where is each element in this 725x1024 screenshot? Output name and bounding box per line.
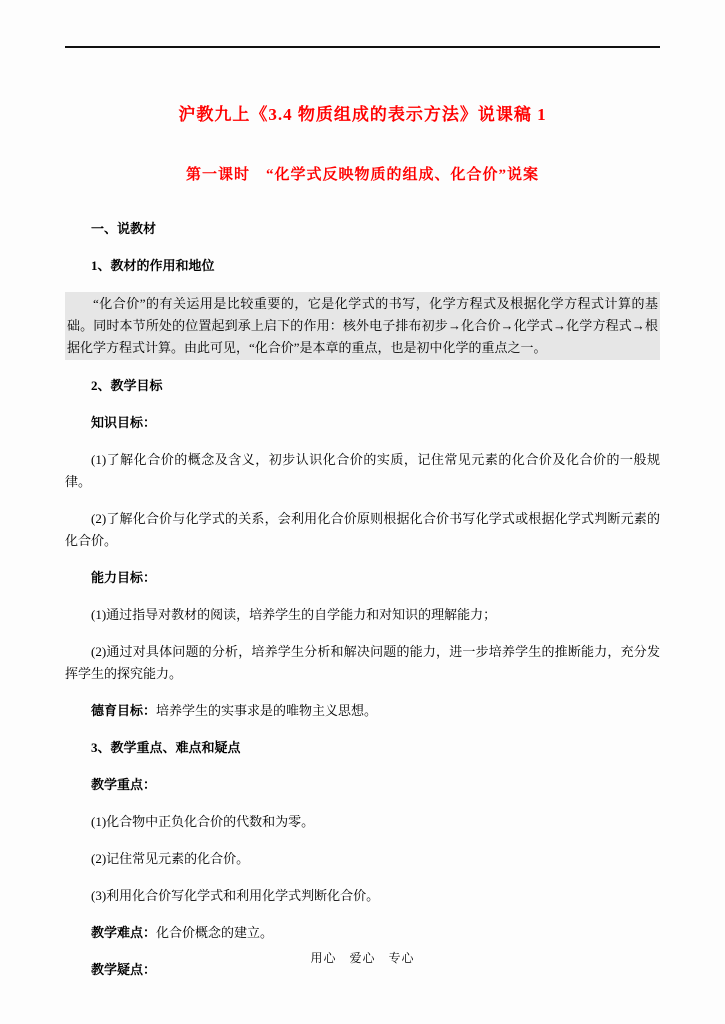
- paragraph-key-point-2: (2)记住常见元素的化合价。: [91, 851, 250, 866]
- header-rule: [65, 46, 660, 48]
- paragraph-key-point-3: (3)利用化合价写化学式和利用化学式判断化合价。: [91, 888, 380, 903]
- document-title: 沪教九上《3.4 物质组成的表示方法》说课稿 1: [178, 105, 547, 124]
- document-subtitle: 第一课时 “化学式反映物质的组成、化合价”说案: [185, 167, 539, 183]
- paragraph-ability-goal-2: (2)通过对具体问题的分析，培养学生分析和解决问题的能力，进一步培养学生的推断能力，充分发挥学生的探究能力。: [65, 644, 660, 681]
- paragraph-teaching-difficulty: [65, 922, 660, 944]
- paragraph-teaching-difficulty-lead: 教学难点：: [91, 925, 157, 940]
- section-heading-materials: 一、说教材: [91, 221, 157, 236]
- paragraph-moral-goal: [65, 700, 660, 722]
- paragraph-knowledge-goal-1: (1)了解化合价的概念及含义，初步认识化合价的实质，记住常见元素的化合价及化合价的一般规律。: [65, 452, 660, 489]
- paragraph-moral-goal-text: 培养学生的实事求是的唯物主义思想。: [156, 703, 378, 718]
- paragraph-key-point-1: (1)化合物中正负化合价的代数和为零。: [91, 814, 315, 829]
- subheading-ability-goals: 能力目标：: [91, 570, 157, 585]
- page-footer: 用心 爱心 专心: [310, 951, 415, 965]
- paragraph-teaching-difficulty-text: 化合价概念的建立。: [156, 925, 274, 940]
- subheading-role-position: 1、教材的作用和地位: [91, 258, 215, 273]
- subheading-key-difficult-points: 3、教学重点、难点和疑点: [91, 740, 241, 755]
- subheading-teaching-doubts: 教学疑点：: [91, 962, 157, 977]
- subheading-teaching-key-points: 教学重点：: [91, 777, 157, 792]
- subheading-knowledge-goals: 知识目标：: [91, 415, 157, 430]
- paragraph-ability-goal-1: (1)通过指导对教材的阅读，培养学生的自学能力和对知识的理解能力；: [91, 607, 497, 622]
- subheading-teaching-goals: 2、教学目标: [91, 378, 163, 393]
- document-content: [65, 100, 660, 996]
- paragraph-knowledge-goal-2: (2)了解化合价与化学式的关系，会利用化合价原则根据化合价书写化学式或根据化学式判断元素的化合价。: [65, 511, 660, 548]
- paragraph-moral-goal-lead: 德育目标：: [91, 703, 157, 718]
- paragraph-highlighted-intro: “化合价”的有关运用是比较重要的，它是化学式的书写，化学方程式及根据化学方程式计算的基础。同时本节所处的位置起到承上启下的作用：核外电子排布初步→化合价→化学式→化学方程式→根据化学方程式计算。由此可见，“化合价”是本章的重点，也是初中化学的重点之一。: [65, 292, 660, 360]
